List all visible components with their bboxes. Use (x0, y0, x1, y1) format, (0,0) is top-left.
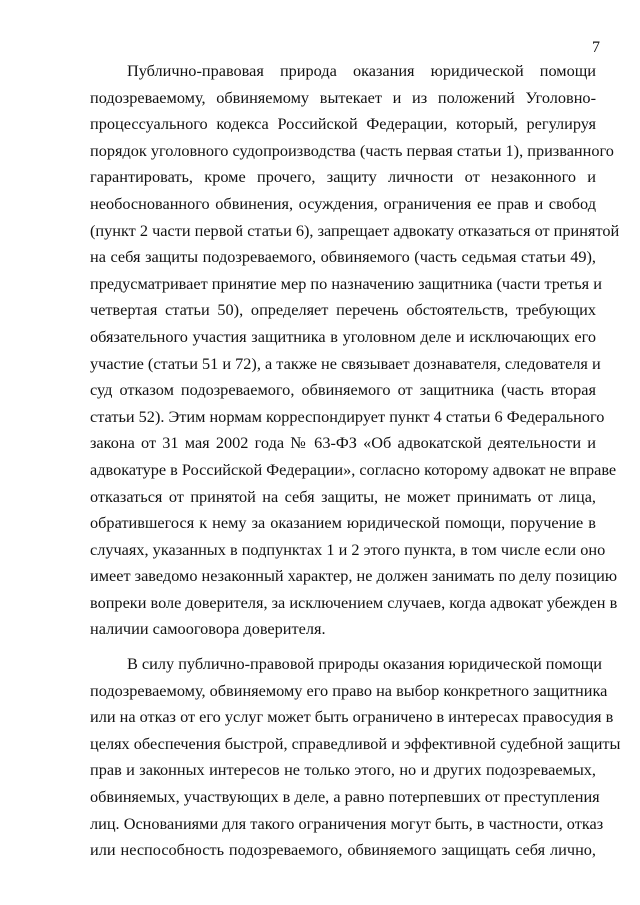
text-line: на себя защиты подозреваемого, обвиняемого (часть седьмая статьи 49), (90, 247, 596, 267)
text-line: лиц. Основаниями для такого ограничения могут быть, в частности, отказ (90, 813, 604, 833)
text-line: (пункт 2 части первой статьи 6), запрещает адвокату отказаться от принятой (90, 220, 620, 240)
text-line: имеет заведомо незаконный характер, не должен занимать по делу позицию (90, 566, 617, 586)
text-line: закона от 31 мая 2002 года № 63-ФЗ «Об адвокатской деятельности и (90, 433, 596, 453)
paragraph-2 (90, 651, 621, 864)
text-line: порядок уголовного судопроизводства (часть первая статьи 1), призванного (90, 140, 614, 160)
text-line: предусматривает принятие мер по назначению защитника (части третья и (90, 273, 602, 293)
text-line: процессуального кодекса Российской Федерации, который, регулируя (90, 114, 596, 134)
text-line: В силу публично-правовой природы оказания юридической помощи (127, 654, 602, 674)
text-line: случаях, указанных в подпунктах 1 и 2 этого пункта, в том числе если оно (90, 539, 606, 559)
paragraph-gap (90, 643, 596, 651)
text-line: обратившегося к нему за оказанием юридической помощи, поручение в (90, 513, 596, 533)
text-line: участие (статьи 51 и 72), а также не связывает дознавателя, следователя и (90, 353, 601, 373)
text-line: обязательного участия защитника в уголовном деле и исключающих его (90, 326, 596, 346)
paragraph-1 (90, 58, 620, 643)
text-line: адвокатуре в Российской Федерации», согласно которому адвокат не вправе (90, 459, 617, 479)
text-line: или неспособность подозреваемого, обвиняемого защищать себя лично, (90, 840, 596, 860)
page-number: 7 (592, 39, 600, 56)
text-line: суд отказом подозреваемого, обвиняемого от защитника (часть вторая (90, 380, 596, 400)
text-line: вопреки воле доверителя, за исключением случаев, когда адвокат убежден в (90, 592, 618, 612)
body-text (90, 58, 621, 864)
text-line: подозреваемому, обвиняемому вытекает и из положений Уголовно- (90, 87, 596, 107)
text-line: отказаться от принятой на себя защиты, не может принимать от лица, (90, 486, 596, 506)
text-line: статьи 52). Этим нормам корреспондирует пункт 4 статьи 6 Федерального (90, 406, 605, 426)
text-line: подозреваемому, обвиняемому его право на выбор конкретного защитника (90, 680, 608, 700)
text-line: необоснованного обвинения, осуждения, ограничения ее прав и свобод (90, 193, 596, 213)
text-line: Публично-правовая природа оказания юридической помощи (127, 61, 596, 80)
text-line: гарантировать, кроме прочего, защиту личности от незаконного и (90, 167, 596, 187)
text-line: или на отказ от его услуг может быть ограничено в интересах правосудия в (90, 707, 614, 727)
text-line: обвиняемых, участвующих в деле, а равно потерпевших от преступления (90, 787, 600, 807)
text-line: целях обеспечения быстрой, справедливой и эффективной судебной защиты (90, 733, 621, 753)
text-line: прав и законных интересов не только этого, но и других подозреваемых, (90, 760, 596, 780)
text-line: наличии самооговора доверителя. (90, 619, 326, 639)
text-line: четвертая статьи 50), определяет перечень обстоятельств, требующих (90, 300, 596, 320)
